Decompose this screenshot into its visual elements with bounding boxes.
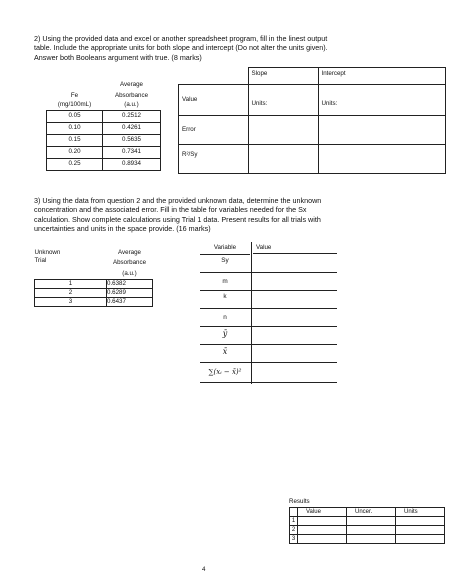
variable-row-ybar [200,326,337,345]
variable-header: Variable [200,244,250,255]
trial-cell: 1 [35,280,107,289]
fe-data-table [46,80,161,171]
results-trial-label: 1 [290,517,298,526]
absorbance-cell: 0.4261 [103,123,161,135]
variable-label: n [223,314,227,321]
variable-row-xbar [200,344,337,363]
r2-cell[interactable] [248,145,318,174]
variable-label: x̄ [222,347,228,356]
table-row [35,280,153,289]
results-title: Results [289,498,310,505]
variable-row-sy [200,254,337,273]
results-uncer-cell[interactable] [347,526,396,535]
slope-error-cell[interactable] [248,116,318,145]
row-label-value: Value [179,85,249,116]
intercept-value-cell[interactable] [318,85,445,116]
q2-line-2: table. Include the appropriate units for both slope and intercept (Do not alter the units given). [34,43,328,53]
slope-units-label: Units: [251,100,268,107]
unknown-header-2: Trial [34,257,47,264]
results-value-cell[interactable] [298,535,347,544]
fe-cell: 0.15 [47,135,103,147]
variable-row-m [200,272,337,291]
results-uncer-header: Uncer. [347,508,396,517]
unknown-avg-unit: (a.u.) [122,270,137,277]
absorbance-cell: 0.6289 [107,289,153,298]
fe-col1-unit: (mg/100mL) [57,101,92,108]
results-value-header: Value [298,508,347,517]
fe-cell: 0.10 [47,123,103,135]
fe-cell: 0.05 [47,111,103,123]
q3-line-3: calculation. Show complete calculations using Trial 1 data. Present results for all trials with [34,214,321,224]
variable-row-sum [200,362,337,383]
variable-label: Sy [221,257,229,264]
fe-cell: 0.20 [47,147,103,159]
absorbance-cell: 0.6382 [107,280,153,289]
q2-line-3: Answer both Booleans argument with true. (8 marks) [34,52,202,62]
results-trial-label: 2 [290,526,298,535]
table-row [47,147,161,159]
results-units-header: Units [396,508,445,517]
variable-label: m [222,278,228,285]
table-row [47,135,161,147]
unknown-data-table [34,249,153,307]
unknown-avg-header-1: Average [118,249,141,256]
table-row [35,298,153,307]
fe-col2-unit: (a.u.) [124,101,139,108]
variable-label: ȳ [222,329,228,338]
value-header: Value [253,244,337,254]
fe-col1-header: Fe [70,92,79,99]
intercept-units-label: Units: [321,100,338,107]
absorbance-cell: 0.2512 [103,111,161,123]
table-row [35,289,153,298]
variable-label: k [223,293,227,300]
variable-row-n [200,308,337,327]
q3-line-2: concentration and the associated error. Fill in the table for variables needed for the Sx [34,205,307,215]
unknown-header-1: Unknown [34,249,61,256]
results-table [289,507,445,544]
slope-value-cell[interactable] [248,85,318,116]
results-value-cell[interactable] [298,517,347,526]
fe-col2-header-1: Average [120,81,143,88]
table-row [47,123,161,135]
results-uncer-cell[interactable] [347,535,396,544]
q2-line-1: 2) Using the provided data and excel or another spreadsheet program, fill in the linest output [34,34,328,43]
results-units-cell[interactable] [396,526,445,535]
table-row [290,535,445,544]
q3-line-1: 3) Using the data from question 2 and the provided unknown data, determine the unknown [34,196,322,205]
variable-row-k [200,290,337,309]
q3-line-4: uncertainties and units in the space provide. (16 marks) [34,223,211,233]
page-number: 4 [202,566,206,573]
linest-output-table [178,67,446,174]
results-units-cell[interactable] [396,535,445,544]
table-row [47,111,161,123]
absorbance-cell: 0.5635 [103,135,161,147]
table-row [47,159,161,171]
row-label-error: Error [179,116,249,145]
trial-cell: 3 [35,298,107,307]
results-value-cell[interactable] [298,526,347,535]
results-uncer-cell[interactable] [347,517,396,526]
q3-text [34,196,444,233]
fe-col2-header-2: Absorbance [114,92,149,99]
variable-label: ∑(xᵢ − x̄)² [208,368,242,376]
absorbance-cell: 0.7341 [103,147,161,159]
row-label-r2-sy: R²/Sy [179,145,249,174]
unknown-avg-header-2: Absorbance [112,259,147,266]
table-row [290,517,445,526]
fe-cell: 0.25 [47,159,103,171]
sy-cell[interactable] [318,145,445,174]
results-trial-label: 3 [290,535,298,544]
intercept-error-cell[interactable] [318,116,445,145]
results-units-cell[interactable] [396,517,445,526]
trial-cell: 2 [35,289,107,298]
absorbance-cell: 0.6437 [107,298,153,307]
slope-header: Slope [248,68,318,85]
intercept-header: Intercept [318,68,445,85]
q2-text [34,34,444,62]
absorbance-cell: 0.8934 [103,159,161,171]
table-row [290,526,445,535]
